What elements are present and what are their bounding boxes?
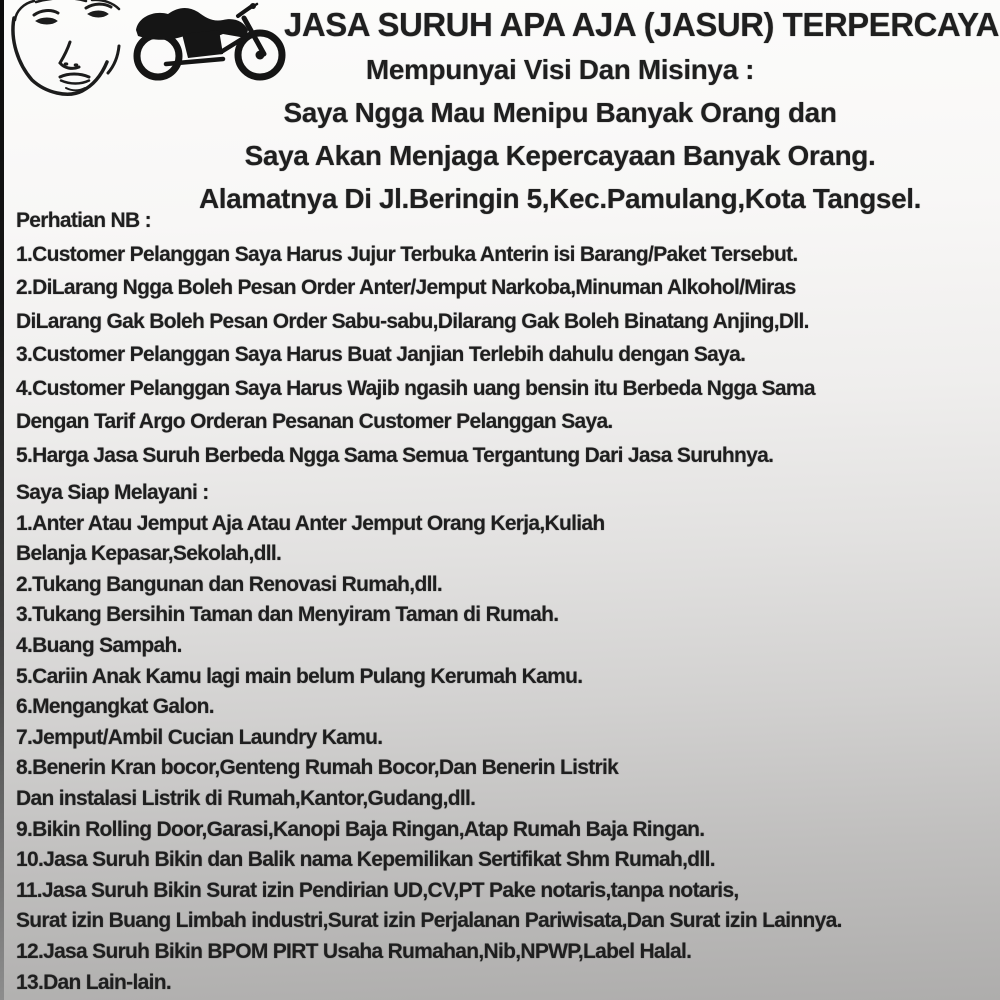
notice-line: 4.Customer Pelanggan Saya Harus Wajib ngasih uang bensin itu Berbeda Ngga Sama bbox=[16, 376, 815, 400]
notice-line: 1.Customer Pelanggan Saya Harus Jujur Terbuka Anterin isi Barang/Paket Tersebut. bbox=[16, 242, 798, 266]
notice-line: 3.Customer Pelanggan Saya Harus Buat Janjian Terlebih dahulu dengan Saya. bbox=[16, 343, 746, 366]
vision-line: Saya Akan Menjaga Kepercayaan Banyak Orang. bbox=[244, 140, 876, 171]
notice-line: Dengan Tarif Argo Orderan Pesanan Customer Pelanggan Saya. bbox=[16, 410, 613, 433]
service-line: 9.Bikin Rolling Door,Garasi,Kanopi Baja Ringan,Atap Rumah Baja Ringan. bbox=[16, 817, 705, 841]
notice-line: DiLarang Gak Boleh Pesan Order Sabu-sabu,Dilarang Gak Boleh Binatang Anjing,Dll. bbox=[16, 309, 809, 333]
service-line: 10.Jasa Suruh Bikin dan Balik nama Kepemilikan Sertifikat Shm Rumah,dll. bbox=[16, 848, 715, 872]
service-line: 11.Jasa Suruh Bikin Surat izin Pendirian UD,CV,PT Pake notaris,tanpa notaris, bbox=[16, 878, 739, 902]
vision-heading: Mempunyai Visi Dan Misinya : bbox=[365, 54, 755, 85]
service-line: 12.Jasa Suruh Bikin BPOM PIRT Usaha Rumahan,Nib,NPWP,Label Halal. bbox=[16, 939, 692, 963]
notice-section bbox=[16, 204, 1000, 472]
service-line: 8.Benerin Kran bocor,Genteng Rumah Bocor,Dan Benerin Listrik bbox=[16, 756, 619, 780]
face-sketch-icon bbox=[6, 0, 124, 104]
notice-heading: Perhatian NB : bbox=[16, 209, 151, 232]
service-line: Belanja Kepasar,Sekolah,dll. bbox=[16, 542, 282, 566]
service-line: 4.Buang Sampah. bbox=[16, 633, 182, 657]
service-line: 6.Mengangkat Galon. bbox=[16, 695, 214, 719]
service-line: 1.Anter Atau Jemput Aja Atau Anter Jemput Orang Kerja,Kuliah bbox=[16, 511, 605, 535]
notice-line: 5.Harga Jasa Suruh Berbeda Ngga Sama Semua Tergantung Dari Jasa Suruhnya. bbox=[16, 443, 774, 467]
service-line: 2.Tukang Bangunan dan Renovasi Rumah,dll. bbox=[16, 572, 442, 596]
service-line: 13.Dan Lain-lain. bbox=[16, 970, 171, 994]
notice-line: 2.DiLarang Ngga Boleh Pesan Order Anter/Jemput Narkoba,Minuman Alkohol/Miras bbox=[16, 276, 796, 299]
service-line: Dan instalasi Listrik di Rumah,Kantor,Gudang,dll. bbox=[16, 786, 476, 810]
service-line: 5.Cariin Anak Kamu lagi main belum Pulang Kerumah Kamu. bbox=[16, 664, 583, 688]
address-line: Alamatnya Di Jl.Beringin 5,Kec.Pamulang,Kota Tangsel. bbox=[198, 183, 922, 214]
service-line: Surat izin Buang Limbah industri,Surat izin Perjalanan Pariwisata,Dan Surat izin Lainnya. bbox=[16, 909, 842, 933]
photo-left-edge bbox=[0, 0, 4, 1000]
services-section bbox=[16, 478, 1000, 998]
vision-block bbox=[120, 48, 1000, 220]
services-heading: Saya Siap Melayani : bbox=[16, 481, 209, 504]
service-line: 3.Tukang Bersihin Taman dan Menyiram Taman di Rumah. bbox=[16, 603, 559, 627]
service-line: 7.Jemput/Ambil Cucian Laundry Kamu. bbox=[16, 725, 383, 749]
flyer-title: JASA SURUH APA AJA (JASUR) TERPERCAYA bbox=[284, 6, 999, 43]
vision-line: Saya Ngga Mau Menipu Banyak Orang dan bbox=[283, 97, 837, 128]
